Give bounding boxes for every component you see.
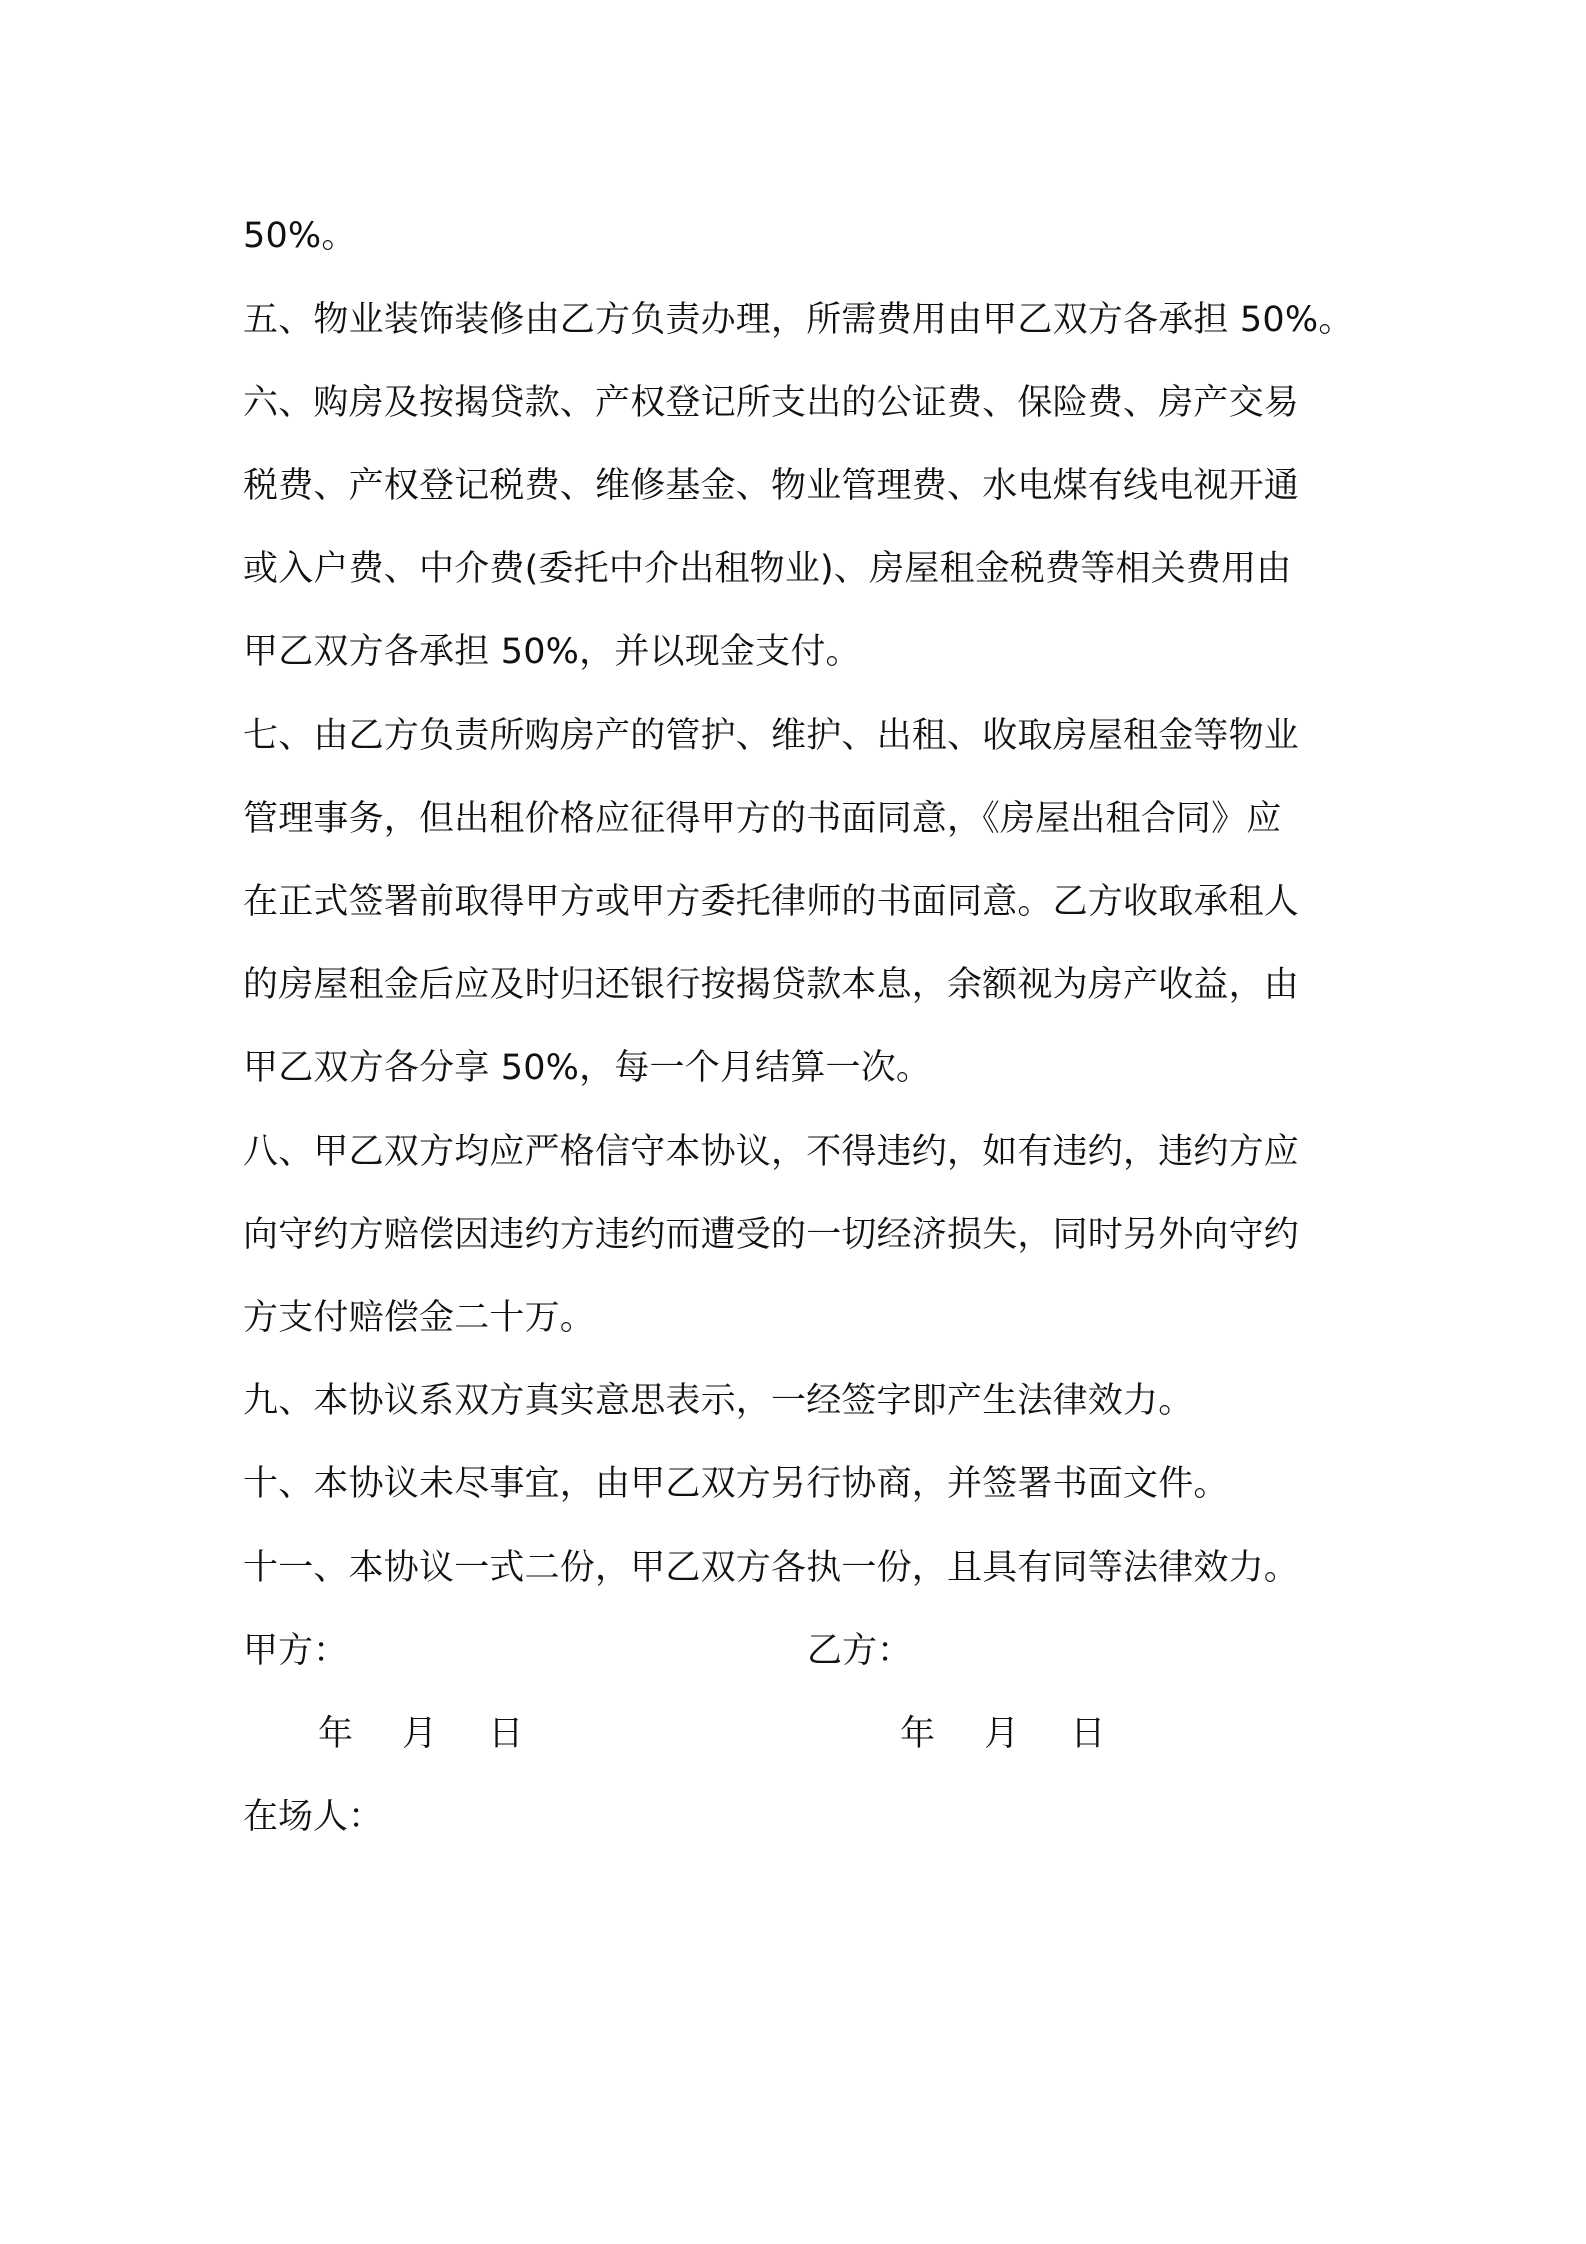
clause-7-line-2: 管理事务，但出租价格应征得甲方的书面同意，《房屋出租合同》应	[243, 799, 1282, 839]
clause-7-line-5: 甲乙双方各分享 50%，每一个月结算一次。	[243, 1048, 932, 1088]
clause-7-line-3: 在正式签署前取得甲方或甲方委托律师的书面同意。乙方收取承租人	[243, 882, 1300, 922]
date-day: 日	[1070, 1714, 1106, 1754]
clause-8-line-3: 方支付赔偿金二十万。	[243, 1298, 596, 1338]
clause-6-line-3: 或入户费、中介费(委托中介出租物业)、房屋租金税费等相关费用由	[243, 549, 1292, 589]
date-year: 年	[318, 1714, 354, 1754]
text-line: 50%。	[243, 216, 357, 256]
clause-11: 十一、本协议一式二份，甲乙双方各执一份，且具有同等法律效力。	[243, 1548, 1300, 1588]
party-a-label: 甲方：	[243, 1631, 349, 1671]
clause-6-line-2: 税费、产权登记税费、维修基金、物业管理费、水电煤有线电视开通	[243, 466, 1300, 506]
date-year: 年	[900, 1714, 936, 1754]
clause-8-line-1: 八、甲乙双方均应严格信守本协议，不得违约，如有违约，违约方应	[243, 1132, 1300, 1172]
party-b-label: 乙方：	[807, 1631, 913, 1671]
party-b-date	[900, 1710, 1105, 1758]
clause-6-line-1: 六、购房及按揭贷款、产权登记所支出的公证费、保险费、房产交易	[243, 383, 1300, 423]
date-month: 月	[984, 1714, 1020, 1754]
clause-10: 十、本协议未尽事宜，由甲乙双方另行协商，并签署书面文件。	[243, 1464, 1229, 1504]
clause-9: 九、本协议系双方真实意思表示，一经签字即产生法律效力。	[243, 1381, 1194, 1421]
clause-8-line-2: 向守约方赔偿因违约方违约而遭受的一切经济损失，同时另外向守约	[243, 1215, 1300, 1255]
clause-6-line-4: 甲乙双方各承担 50%，并以现金支付。	[243, 632, 861, 672]
clause-7-line-4: 的房屋租金后应及时归还银行按揭贷款本息，余额视为房产收益，由	[243, 965, 1300, 1005]
date-day: 日	[488, 1714, 524, 1754]
witness-label: 在场人：	[243, 1797, 384, 1837]
date-month: 月	[402, 1714, 438, 1754]
party-a-date	[318, 1710, 523, 1758]
clause-5: 五、物业装饰装修由乙方负责办理，所需费用由甲乙双方各承担 50%。	[243, 300, 1354, 340]
clause-7-line-1: 七、由乙方负责所购房产的管护、维护、出租、收取房屋租金等物业	[243, 716, 1300, 756]
